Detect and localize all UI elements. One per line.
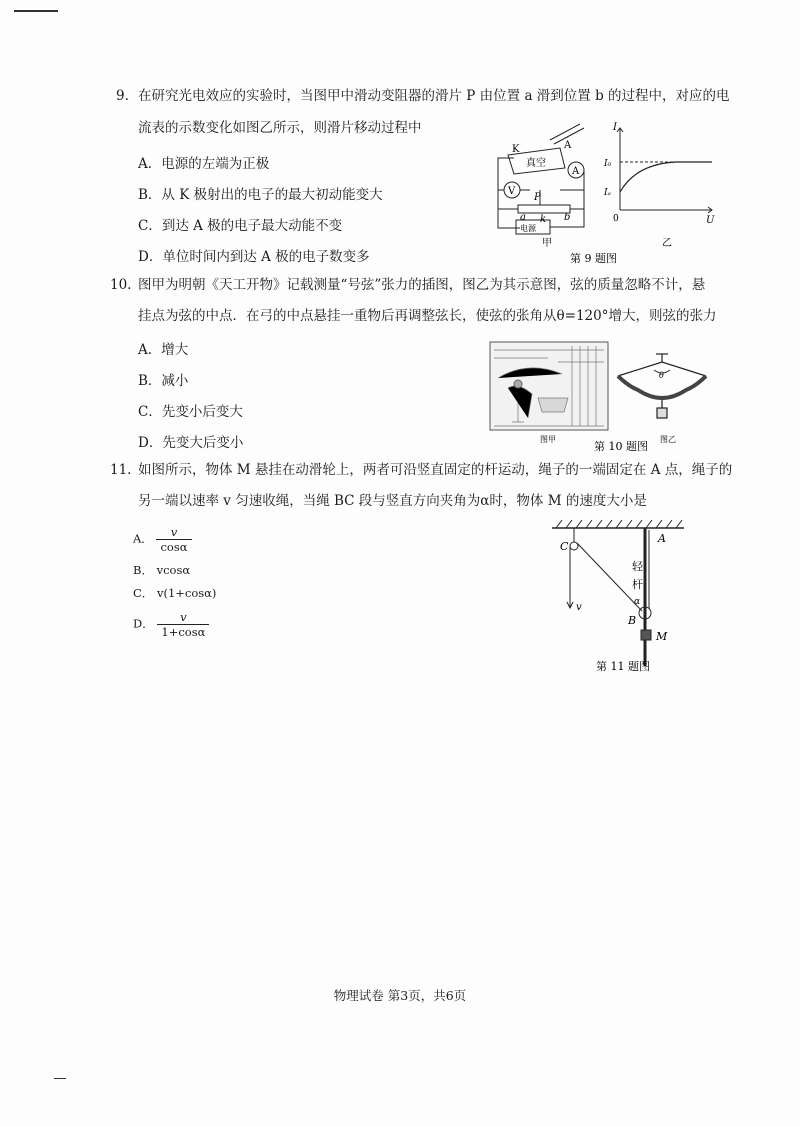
fig9-left-label: 甲 — [542, 238, 552, 249]
fig9-label-U: U — [706, 215, 715, 226]
q11-figure — [548, 518, 698, 683]
q9-figure — [490, 110, 730, 270]
q11-option-a-fraction — [156, 525, 191, 554]
fig9-label-Ia: Iₐ — [604, 188, 611, 198]
q11-option-a-label: A． — [133, 531, 153, 546]
fig9-label-Ib: I₀ — [604, 159, 612, 169]
fig9-label-source: 电源 — [520, 224, 536, 233]
scan-edge-mark-bottom — [54, 1078, 66, 1079]
fig10-illustration — [490, 342, 608, 430]
fig9-right-label: 乙 — [662, 238, 672, 249]
q10-number: 10. — [110, 277, 132, 293]
q11-option-c: C． v(1+cosα) — [133, 586, 217, 600]
fig10-left-label: 图甲 — [540, 435, 556, 444]
fig11-label-alpha: α — [634, 597, 641, 607]
fig9-label-origin: 0 — [613, 214, 619, 224]
q10-option-c: C．先变小后变大 — [138, 404, 243, 420]
fig9-caption: 第 9 题图 — [570, 252, 617, 265]
q10-figure — [488, 338, 710, 458]
q11-option-a-numerator: v — [170, 525, 178, 539]
q11-option-d — [133, 610, 209, 639]
q9-stem-line1: 在研究光电效应的实验时，当图甲中滑动变阻器的滑片 P 由位置 a 滑到位置 b 的过程中，对应的电 — [138, 88, 730, 104]
fig11-label-rod-2: 杆 — [632, 578, 643, 591]
fig11-label-C: C — [560, 540, 569, 553]
q10-stem-line2: 挂点为弦的中点．在弓的中点悬挂一重物后再调整弦长，使弦的张角从θ=120°增大，则弦的张力 — [138, 308, 717, 324]
q10-option-d: D．先变大后变小 — [138, 435, 244, 451]
q10-option-a: A．增大 — [138, 342, 189, 358]
q9-option-b: B．从 K 极射出的电子的最大初动能变大 — [138, 187, 383, 203]
fig11-label-B: B — [628, 614, 637, 627]
q10-option-b: B．减小 — [138, 373, 189, 389]
q9-stem-line2: 流表的示数变化如图乙所示，则滑片移动过程中 — [138, 120, 422, 136]
q11-option-a-denominator: cosα — [156, 539, 191, 554]
q9-option-c: C．到达 A 极的电子最大动能不变 — [138, 218, 343, 234]
q10-stem-line1: 图甲为明朝《天工开物》记载测量“号弦”张力的插图，图乙为其示意图，弦的质量忽略不计，悬 — [138, 277, 706, 293]
fig9-label-voltmeter: V — [508, 186, 516, 197]
fig9-label-ammeter: A — [572, 166, 580, 177]
q11-option-d-denominator: 1+cosα — [157, 624, 209, 639]
fig10-theta: θ — [659, 371, 664, 380]
q11-option-d-fraction — [157, 610, 209, 639]
fig11-caption: 第 11 题图 — [596, 660, 650, 673]
fig9-label-P: P — [534, 192, 541, 203]
fig9-label-vacuum: 真空 — [526, 158, 546, 169]
fig9-label-k: k — [540, 214, 547, 225]
fig11-label-v: v — [576, 602, 582, 613]
q11-option-b: B． vcosα — [133, 563, 191, 577]
fig9-label-I: I — [613, 122, 617, 133]
fig9-label-b: b — [564, 212, 571, 223]
fig11-label-A: A — [658, 532, 666, 545]
scan-edge-mark-top — [14, 10, 58, 12]
fig11-label-rod-1: 轻 — [632, 560, 643, 573]
q11-stem-line2: 另一端以速率 v 匀速收绳，当绳 BC 段与竖直方向夹角为α时，物体 M 的速度大小是 — [138, 493, 647, 509]
fig10-caption: 第 10 题图 — [594, 440, 648, 453]
q11-option-d-numerator: v — [180, 610, 187, 624]
q11-number: 11. — [110, 462, 132, 478]
q9-option-d: D．单位时间内到达 A 极的电子数变多 — [138, 249, 370, 265]
fig9-label-K: K — [512, 144, 520, 155]
fig10-right-label: 图乙 — [660, 435, 676, 444]
fig11-label-M: M — [656, 630, 668, 643]
q9-option-a: A．电源的左端为正极 — [138, 156, 270, 172]
fig9-label-A-plate: A — [564, 140, 572, 151]
page-footer: 物理试卷 第3页，共6页 — [333, 988, 467, 1003]
q11-option-a — [133, 525, 192, 554]
q9-number: 9. — [116, 88, 129, 104]
fig9-label-a: a — [520, 212, 526, 223]
q11-stem-line1: 如图所示，物体 M 悬挂在动滑轮上，两者可沿竖直固定的杆运动，绳子的一端固定在 A 点，绳子的 — [138, 462, 733, 478]
q11-option-d-label: D． — [133, 616, 154, 631]
